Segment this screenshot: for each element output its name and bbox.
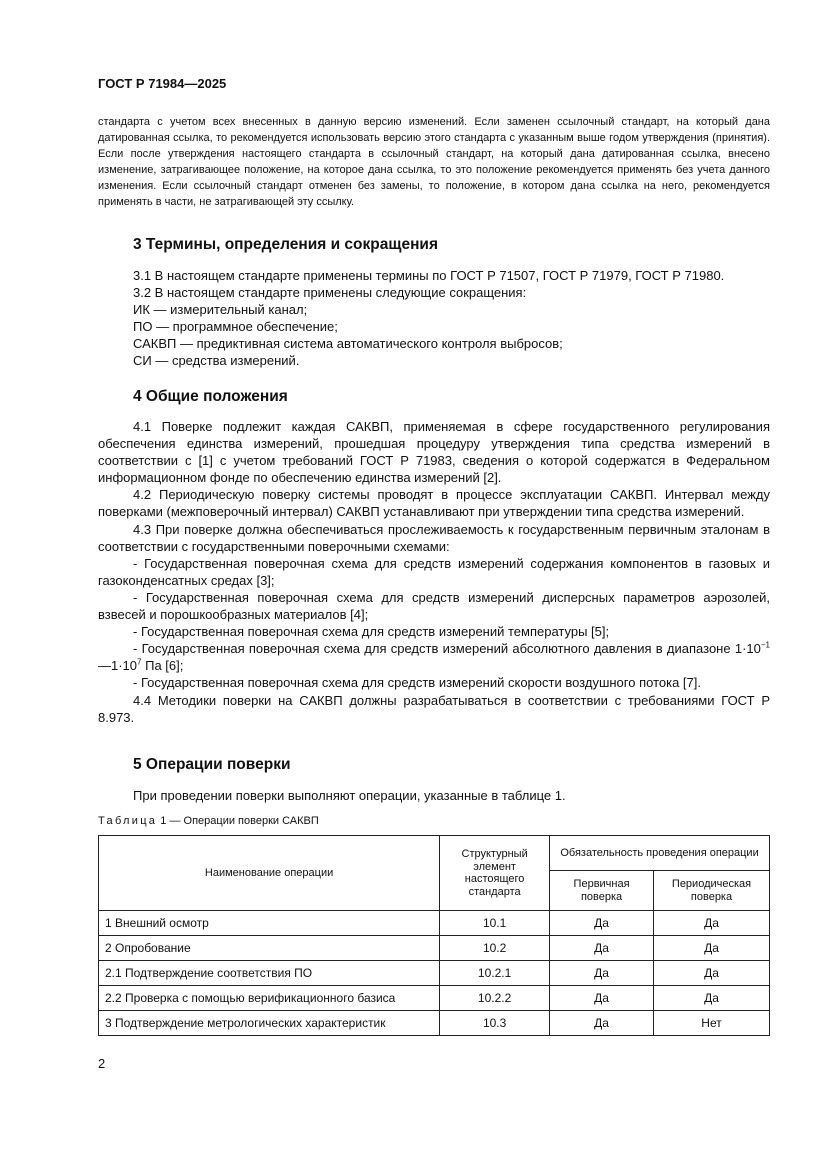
pressure-unit: Па [6]; <box>141 658 184 674</box>
cell-operation: 1 Внешний осмотр <box>99 911 440 936</box>
paragraph-3-2: 3.2 В настоящем стандарте применены следующие сокращения: <box>133 285 527 301</box>
cell-primary: Да <box>550 936 654 961</box>
paragraph-4-2: 4.2 Периодическую поверку системы проводят в процессе эксплуатации САКВП. Интервал между поверками (межповерочный интервал) САКВП устанавливают при утверждении типа средства измерений. <box>98 487 770 520</box>
cell-operation: 2 Опробование <box>99 936 440 961</box>
scheme-item: - Государственная поверочная схема для средств измерений дисперсных параметров аэрозолей, взвесей и порошкообразных материалов [4]; <box>98 589 770 623</box>
section-3-title: 3 Термины, определения и сокращения <box>133 236 438 253</box>
section-4-title: 4 Общие положения <box>133 388 288 405</box>
intro-paragraph: стандарта с учетом всех внесенных в данную версию изменений. Если заменен ссылочный стандарт, на который дана датированная ссылка, то рекомендуется использовать версию этого стандарта с указанным выше годом утверждения (принятия). Если после утверждения настоящего стандарта в ссылочный стандарт, на который дана датированная ссылка, внесено изменение, затрагивающее положение, на которое дана ссылка, то это положение рекомендуется применять без учета данного изменения. Если ссылочный стандарт отменен без замены, то положение, в котором дана ссылка на него, рекомендуется применять в части, не затрагивающей эту ссылку. <box>98 116 770 208</box>
abbreviation-item: ИК — измерительный канал; <box>133 302 308 318</box>
paragraph-5-intro: При проведении поверки выполняют операции, указанные в таблице 1. <box>133 788 566 803</box>
section-3-body <box>133 267 773 370</box>
paragraph-4-1: 4.1 Поверке подлежит каждая САКВП, применяемая в сфере государственного регулирования обеспечения единства измерений, прошедшая процедуру утверждения типа средства измерений в соответствии с [1] с учетом требований ГОСТ Р 71983, сведения о которой содержатся в Федеральном информационном фонде по обеспечению единства измерений [2]. <box>98 419 770 486</box>
table-row <box>99 911 770 936</box>
paragraph-4-4: 4.4 Методики поверки на САКВП должны разрабатываться в соответствии с требованиями ГОСТ Р 8.973. <box>98 692 770 725</box>
abbreviation-item: СИ — средства измерений. <box>133 353 300 369</box>
abbreviation-item: САКВП — предиктивная система автоматического контроля выбросов; <box>133 336 563 352</box>
table-row <box>99 936 770 961</box>
pressure-range-start: 1·10 <box>734 641 761 657</box>
table-row <box>99 961 770 986</box>
page-number: 2 <box>98 1056 106 1071</box>
scheme-item: - Государственная поверочная схема для средств измерений температуры [5]; <box>133 624 610 640</box>
section-4-body <box>98 418 770 726</box>
operations-table <box>98 835 770 1036</box>
paragraph-4-3: 4.3 При поверке должна обеспечиваться прослеживаемость к государственным первичным эталонам в соответствии с государственными поверочными схемами: <box>98 521 770 554</box>
cell-primary: Да <box>550 1011 654 1036</box>
table-row <box>99 986 770 1011</box>
header-primary: Первичная поверка <box>550 871 654 911</box>
cell-periodic: Да <box>654 986 770 1011</box>
header-element: Структурный элемент настоящего стандарта <box>440 836 550 911</box>
cell-periodic: Да <box>654 961 770 986</box>
cell-element: 10.2.1 <box>440 961 550 986</box>
cell-element: 10.2.2 <box>440 986 550 1011</box>
cell-operation: 2.2 Проверка с помощью верификационного базиса <box>99 986 440 1011</box>
table-caption <box>98 815 319 827</box>
pressure-exponent-2: 7 <box>137 657 142 667</box>
header-periodic: Периодическая поверка <box>654 871 770 911</box>
section-5-body <box>133 787 773 804</box>
cell-operation: 3 Подтверждение метрологических характеристик <box>99 1011 440 1036</box>
cell-primary: Да <box>550 961 654 986</box>
cell-primary: Да <box>550 911 654 936</box>
header-operation: Наименование операции <box>99 836 440 911</box>
cell-element: 10.1 <box>440 911 550 936</box>
cell-primary: Да <box>550 986 654 1011</box>
cell-operation: 2.1 Подтверждение соответствия ПО <box>99 961 440 986</box>
cell-periodic: Да <box>654 936 770 961</box>
scheme-item-pressure <box>98 640 770 674</box>
table-row <box>99 1011 770 1036</box>
table-caption-label: Таблица <box>98 815 158 827</box>
table-caption-text: 1 — Операции поверки САКВП <box>160 815 319 827</box>
header-obligation: Обязательность проведения операции <box>550 836 770 871</box>
cell-element: 10.2 <box>440 936 550 961</box>
document-header: ГОСТ Р 71984—2025 <box>98 76 227 91</box>
cell-periodic: Да <box>654 911 770 936</box>
scheme-item: - Государственная поверочная схема для средств измерений скорости воздушного потока [7]. <box>133 675 701 691</box>
pressure-exponent-1: −1 <box>760 640 770 650</box>
abbreviation-item: ПО — программное обеспечение; <box>133 319 338 335</box>
pressure-range-dash: —1·10 <box>98 658 138 674</box>
cell-element: 10.3 <box>440 1011 550 1036</box>
paragraph-3-1: 3.1 В настоящем стандарте применены термины по ГОСТ Р 71507, ГОСТ Р 71979, ГОСТ Р 71980. <box>133 268 725 283</box>
section-5-title: 5 Операции поверки <box>133 756 291 773</box>
pressure-item-text: - Государственная поверочная схема для средств измерений абсолютного давления в диапазоне <box>133 641 731 657</box>
cell-periodic: Нет <box>654 1011 770 1036</box>
scheme-item: - Государственная поверочная схема для средств измерений содержания компонентов в газовых и газоконденсатных средах [3]; <box>98 555 770 588</box>
